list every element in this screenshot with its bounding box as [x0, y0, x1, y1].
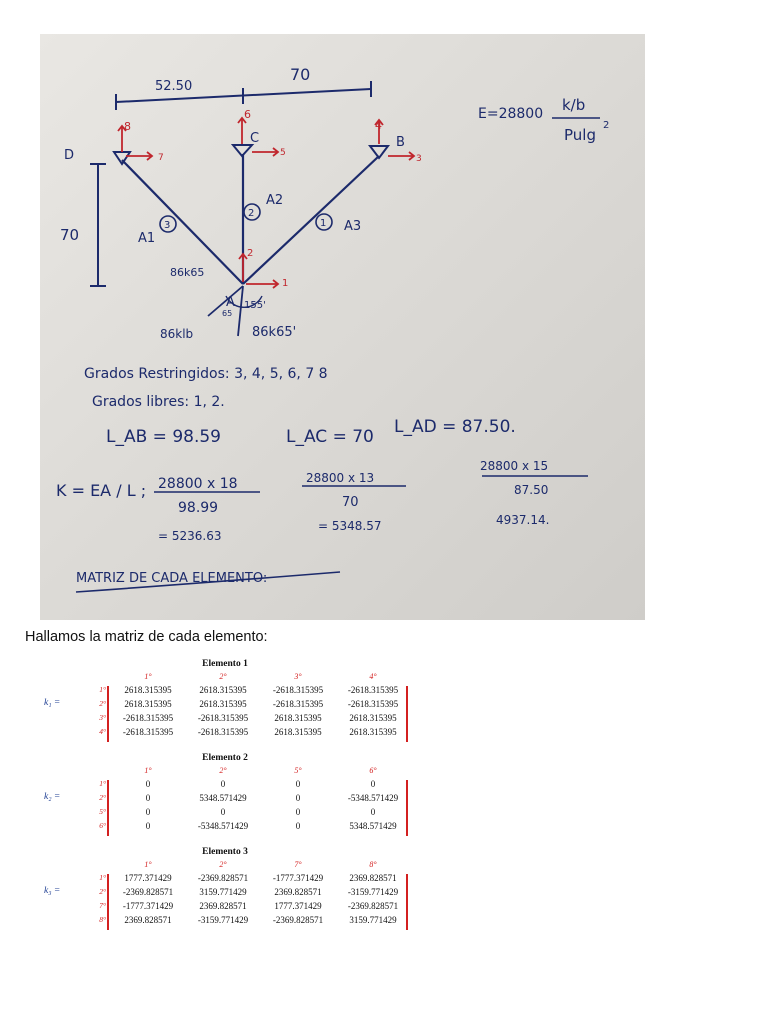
matrix-right-bracket: [406, 874, 408, 930]
matrix-cell: 0: [370, 779, 376, 789]
matrix-cell: 5348.571429: [349, 821, 397, 831]
k2-denominator: 70: [342, 495, 359, 510]
modulus-units-den: Pulg: [564, 126, 596, 144]
matrix-k-label: k₃ =: [44, 886, 61, 896]
matrix-cell: 0: [220, 779, 226, 789]
element-3-tag: 3: [164, 220, 171, 231]
dim-top-left: 52.50: [155, 79, 193, 94]
intro-text: Hallamos la matriz de cada elemento:: [25, 629, 268, 645]
matrix-cell: 2618.315395: [349, 713, 397, 723]
node-c: C: [250, 131, 260, 146]
element-title: Elemento 2: [202, 753, 248, 763]
k1-denominator: 98.99: [178, 500, 219, 516]
matrix-cell: 2369.828571: [349, 873, 397, 883]
column-dof-label: 1°: [144, 672, 152, 681]
k3-denominator: 87.50: [514, 483, 549, 497]
matrix-cell: 3159.771429: [199, 887, 247, 897]
dof-1-label: 1: [282, 278, 289, 289]
dof-7-label: 7: [158, 153, 164, 163]
column-dof-label: 7°: [294, 860, 302, 869]
matrix-heading-handwritten: MATRIZ DE CADA ELEMENTO:: [76, 571, 268, 586]
matrix-cell: 1777.371429: [124, 873, 172, 883]
restricted-dofs: Grados Restringidos: 3, 4, 5, 6, 7 8: [84, 366, 328, 382]
dim-top-right: 70: [290, 65, 311, 84]
element-title: Elemento 1: [202, 659, 248, 669]
matrix-cell: 2618.315395: [124, 699, 172, 709]
k3-numerator: 28800 x 15: [480, 459, 549, 473]
column-dof-label: 8°: [369, 860, 377, 869]
dim-left: 70: [60, 226, 80, 244]
matrix-cell: 2618.315395: [349, 727, 397, 737]
column-dof-label: 1°: [144, 860, 152, 869]
matrix-k-label: k₂ =: [44, 792, 61, 802]
matrix-cell: 0: [295, 807, 301, 817]
k1-numerator: 28800 x 18: [158, 476, 238, 492]
element-2-tag: 2: [248, 208, 255, 219]
matrix-cell: 2618.315395: [274, 713, 322, 723]
matrix-cell: -2369.828571: [272, 915, 324, 925]
length-ac: L_AC = 70: [286, 427, 374, 447]
matrix-cell: 0: [145, 779, 151, 789]
dof-2-label: 2: [247, 248, 254, 259]
area-a2: A2: [266, 193, 284, 208]
matrix-k-label: k₁ =: [44, 698, 61, 708]
row-dof-label: 7°: [99, 901, 106, 910]
matrix-cell: -5348.571429: [197, 821, 249, 831]
node-a: A: [226, 295, 235, 310]
matrix-cell: 2618.315395: [199, 699, 247, 709]
matrix-cell: 3159.771429: [349, 915, 397, 925]
column-dof-label: 5°: [294, 766, 302, 775]
matrix-cell: -2618.315395: [272, 685, 324, 695]
matrix-left-bracket: [107, 874, 109, 930]
matrix-cell: 0: [220, 807, 226, 817]
column-dof-label: 4°: [369, 672, 377, 681]
row-dof-label: 1°: [99, 873, 106, 882]
matrix-cell: 2618.315395: [124, 685, 172, 695]
k3-value: 4937.14.: [496, 513, 550, 527]
matrix-cell: -2618.315395: [272, 699, 324, 709]
matrix-cell: 2618.315395: [274, 727, 322, 737]
row-dof-label: 2°: [99, 887, 106, 896]
matrix-cell: -5348.571429: [347, 793, 399, 803]
matrix-cell: 0: [295, 779, 301, 789]
k2-numerator: 28800 x 13: [306, 471, 375, 485]
column-dof-label: 2°: [219, 672, 227, 681]
row-dof-label: 1°: [99, 779, 106, 788]
matrix-cell: 2369.828571: [199, 901, 247, 911]
matrix-cell: -3159.771429: [197, 915, 249, 925]
matrix-cell: -2618.315395: [347, 699, 399, 709]
free-dofs: Grados libres: 1, 2.: [92, 394, 225, 410]
area-a1: A1: [138, 231, 156, 246]
matrix-cell: 0: [145, 807, 151, 817]
matrix-cell: 2369.828571: [274, 887, 322, 897]
matrix-cell: 2618.315395: [199, 685, 247, 695]
row-dof-label: 6°: [99, 821, 106, 830]
matrix-cell: 0: [295, 793, 301, 803]
matrix-cell: 5348.571429: [199, 793, 247, 803]
row-dof-label: 2°: [99, 793, 106, 802]
load-86k65: 86k65': [252, 325, 297, 340]
row-dof-label: 1°: [99, 685, 106, 694]
matrix-cell: -2369.828571: [197, 873, 249, 883]
element-1-tag: 1: [320, 218, 327, 229]
k1-value: = 5236.63: [158, 529, 222, 543]
row-dof-label: 3°: [99, 713, 106, 722]
column-dof-label: 1°: [144, 766, 152, 775]
k-formula: K = EA / L ;: [56, 481, 147, 500]
dof-3-label: 3: [416, 154, 422, 164]
load-left: 86k65: [170, 266, 205, 279]
matrix-cell: 0: [145, 793, 151, 803]
matrix-left-bracket: [107, 686, 109, 742]
node-b: B: [396, 135, 405, 150]
modulus-units-exp: 2: [603, 120, 610, 131]
column-dof-label: 2°: [219, 860, 227, 869]
row-dof-label: 8°: [99, 915, 106, 924]
matrix-cell: 0: [370, 807, 376, 817]
node-d: D: [64, 148, 75, 163]
row-dof-label: 2°: [99, 699, 106, 708]
column-dof-label: 2°: [219, 766, 227, 775]
element-title: Elemento 3: [202, 847, 248, 857]
column-dof-label: 6°: [369, 766, 377, 775]
dof-4-label: 4: [375, 119, 382, 132]
column-dof-label: 3°: [294, 672, 302, 681]
matrix-cell: -2618.315395: [122, 727, 174, 737]
matrix-cell: 0: [145, 821, 151, 831]
notes-drawing: [40, 34, 645, 620]
k2-value: = 5348.57: [318, 519, 382, 533]
area-a3: A3: [344, 219, 362, 234]
matrix-cell: 1777.371429: [274, 901, 322, 911]
matrix-cell: -3159.771429: [347, 887, 399, 897]
matrix-cell: -2369.828571: [347, 901, 399, 911]
dof-5-label: 5: [280, 148, 286, 158]
matrix-cell: -2618.315395: [347, 685, 399, 695]
row-dof-label: 5°: [99, 807, 106, 816]
row-dof-label: 4°: [99, 727, 106, 736]
matrix-cell: -2618.315395: [197, 713, 249, 723]
matrix-cell: 0: [295, 821, 301, 831]
matrix-cell: 2369.828571: [124, 915, 172, 925]
matrix-right-bracket: [406, 780, 408, 836]
matrix-cell: -1777.371429: [272, 873, 324, 883]
matrix-cell: -2618.315395: [197, 727, 249, 737]
matrix-cell: -2618.315395: [122, 713, 174, 723]
length-ab: L_AB = 98.59: [106, 427, 221, 447]
angle-155: 155': [244, 300, 266, 311]
dof-8-label: 8: [124, 120, 131, 133]
angle-65: 65: [222, 309, 233, 318]
modulus-units-num: k/b: [562, 96, 586, 114]
load-86klb: 86klb: [160, 327, 194, 341]
length-ad: L_AD = 87.50.: [394, 417, 516, 437]
matrix-cell: -1777.371429: [122, 901, 174, 911]
handwritten-notes-photo: [40, 34, 645, 620]
matrix-cell: -2369.828571: [122, 887, 174, 897]
matrix-left-bracket: [107, 780, 109, 836]
dof-6-label: 6: [244, 108, 251, 121]
matrix-right-bracket: [406, 686, 408, 742]
modulus-e: E=28800: [478, 106, 544, 122]
